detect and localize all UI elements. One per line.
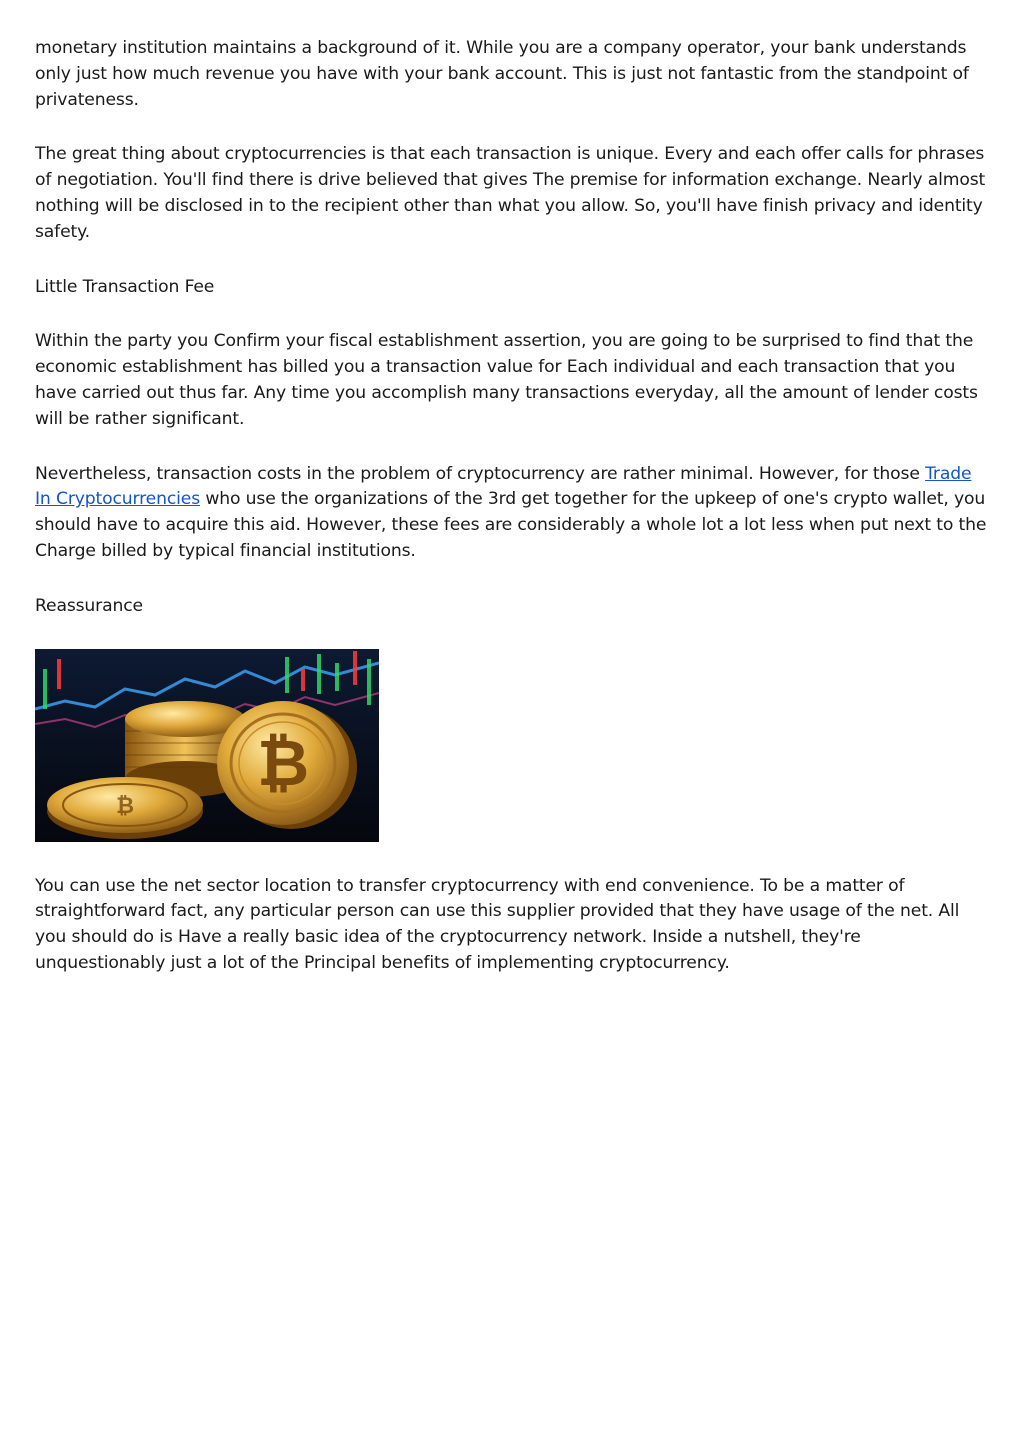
flat-bitcoin-coin — [47, 777, 203, 839]
heading-little-transaction-fee: Little Transaction Fee — [35, 276, 215, 297]
paragraph-convenience: You can use the net sector location to transfer cryptocurrency with end convenience. To be a matter of straightforward fact, any particular person can use this supplier provided that they have usage of the net. All you should do is Have a really basic idea of the cryptocurrency network. Inside a nutshell, they're unquestionably just a lot of the Principal benefits of implementing cryptocurrency. — [35, 875, 960, 973]
bitcoin-coins-image — [35, 649, 379, 842]
paragraph-crypto-fees — [35, 462, 991, 565]
trade-in-cryptocurrencies-link[interactable]: Trade In Cryptocurrencies — [35, 463, 972, 510]
svg-text:₿: ₿ — [256, 726, 310, 801]
paragraph-crypto-fees-text-before: Nevertheless, transaction costs in the problem of cryptocurrency are rather minimal. However, for those — [35, 463, 926, 484]
svg-text:₿: ₿ — [116, 793, 134, 819]
paragraph-crypto-fees-text-after: who use the organizations of the 3rd get together for the upkeep of one's crypto wallet, you should have to acquire this aid. However, these fees are considerably a whole lot a lot less when put next to the Charge billed by typical financial institutions. — [35, 489, 987, 561]
paragraph-privacy-intro: monetary institution maintains a background of it. While you are a company operator, your bank understands only just how much revenue you have with your bank account. This is just not fantastic from the standpoint of privateness. — [35, 38, 969, 110]
bitcoin-illustration — [35, 649, 379, 842]
document-body — [35, 36, 991, 1006]
paragraph-unique-transactions: The great thing about cryptocurrencies is that each transaction is unique. Every and each offer calls for phrases of negotiation. You'll find there is drive believed that gives The premise for information exchange. Nearly almost nothing will be disclosed in to the recipient other than what you allow. So, you'll have finish privacy and identity safety. — [35, 144, 986, 242]
heading-reassurance: Reassurance — [35, 595, 143, 616]
paragraph-bank-fees: Within the party you Confirm your fiscal establishment assertion, you are going to be surprised to find that the economic establishment has billed you a transaction value for Each individual and each transaction that you have carried out thus far. Any time you accomplish many transactions everyday, all the amount of lender costs will be rather significant. — [35, 331, 978, 429]
